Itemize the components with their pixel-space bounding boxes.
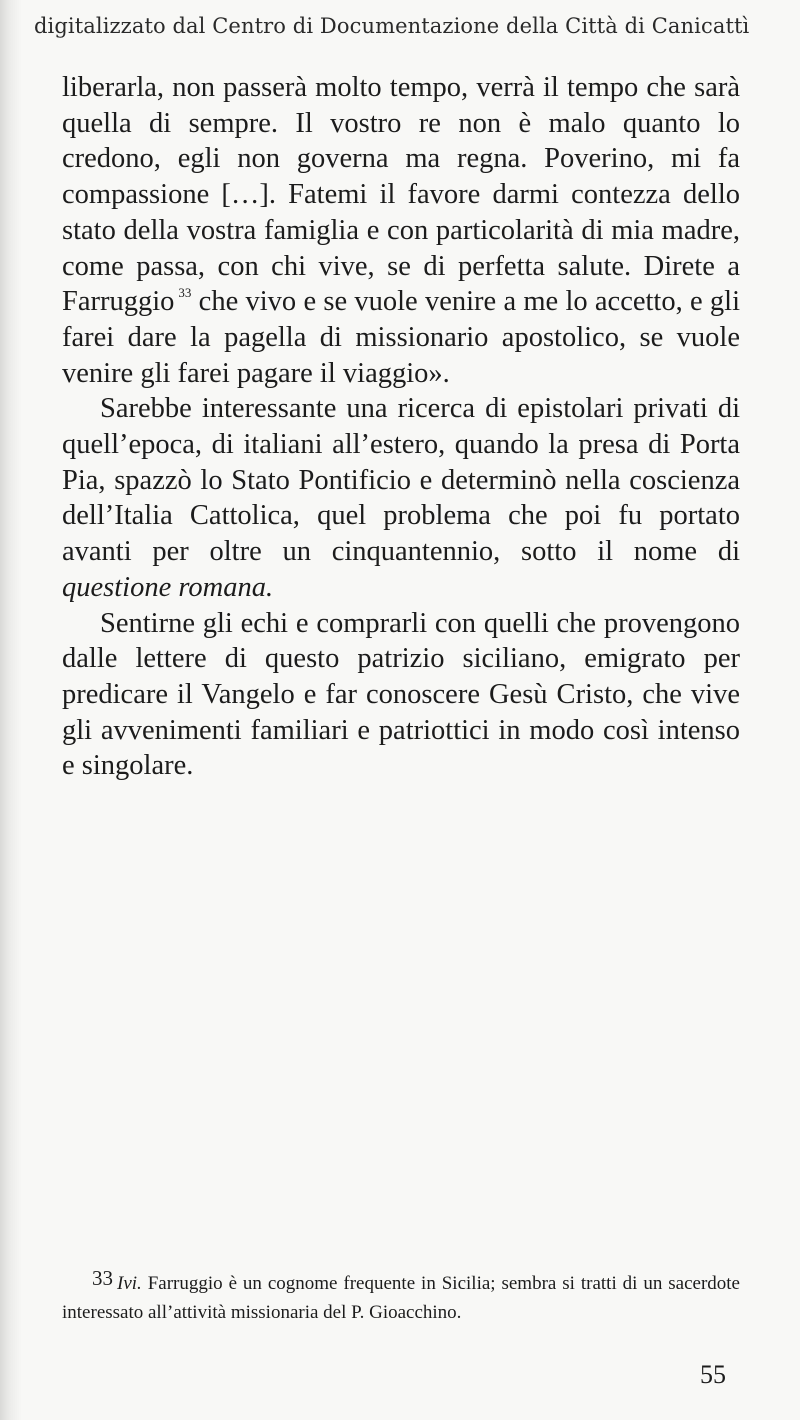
digitization-watermark: digitalizzato dal Centro di Documentazione della Città di Canicattì [34,14,750,38]
paragraph-1-text: liberarla, non passerà molto tempo, verrà il tempo che sarà quella di sempre. Il vostro re non è malo quanto lo credono, egli non governa ma regna. Poverino, mi fa compassione […]. Fatemi il favore darmi contezza dello stato della vostra famiglia e con particolarità di mia madre, come passa, con chi vive, se di perfetta salute. Direte a Farruggio [62,72,740,318]
footnote-text [62,1264,740,1327]
footnote [62,1264,740,1327]
paragraph-2 [62,391,740,605]
footnote-number: 33 [92,1266,113,1290]
paragraph-3: Sentirne gli echi e comprarli con quelli che provengono dalle lettere di questo patrizio siciliano, emigrato per predicare il Vangelo e far conoscere Gesù Cristo, che vive gli avvenimenti familiari e patriottici in modo così intenso e singolare. [62,607,740,782]
body-text [62,70,740,784]
paragraph-1-text-cont: che vivo e se vuole venire a me lo accetto, e gli farei dare la pagella di missionario apostolico, se vuole venire gli farei pagare il viaggio». [62,286,740,389]
footnote-ivi: Ivi. [117,1273,142,1294]
paragraph-2-text: Sarebbe interessante una ricerca di epistolari privati di quell’epoca, di italiani all’estero, quando la presa di Porta Pia, spazzò lo Stato Pontificio e determinò nella coscienza dell’Italia Cattolica, quel problema che poi fu portato avanti per oltre un cinquantennio, sotto il nome di [62,393,740,568]
footnote-body: Farruggio è un cognome frequente in Sicilia; sembra si tratti di un sacerdote interessato all’attività missionaria del P. Gioacchino. [62,1273,740,1323]
footnote-reference: 33 [178,285,192,301]
paragraph-2-italic: questione romana. [62,571,274,603]
page-number: 55 [700,1360,726,1389]
page-edge-shadow [0,0,22,1420]
paragraph-1 [62,70,740,391]
